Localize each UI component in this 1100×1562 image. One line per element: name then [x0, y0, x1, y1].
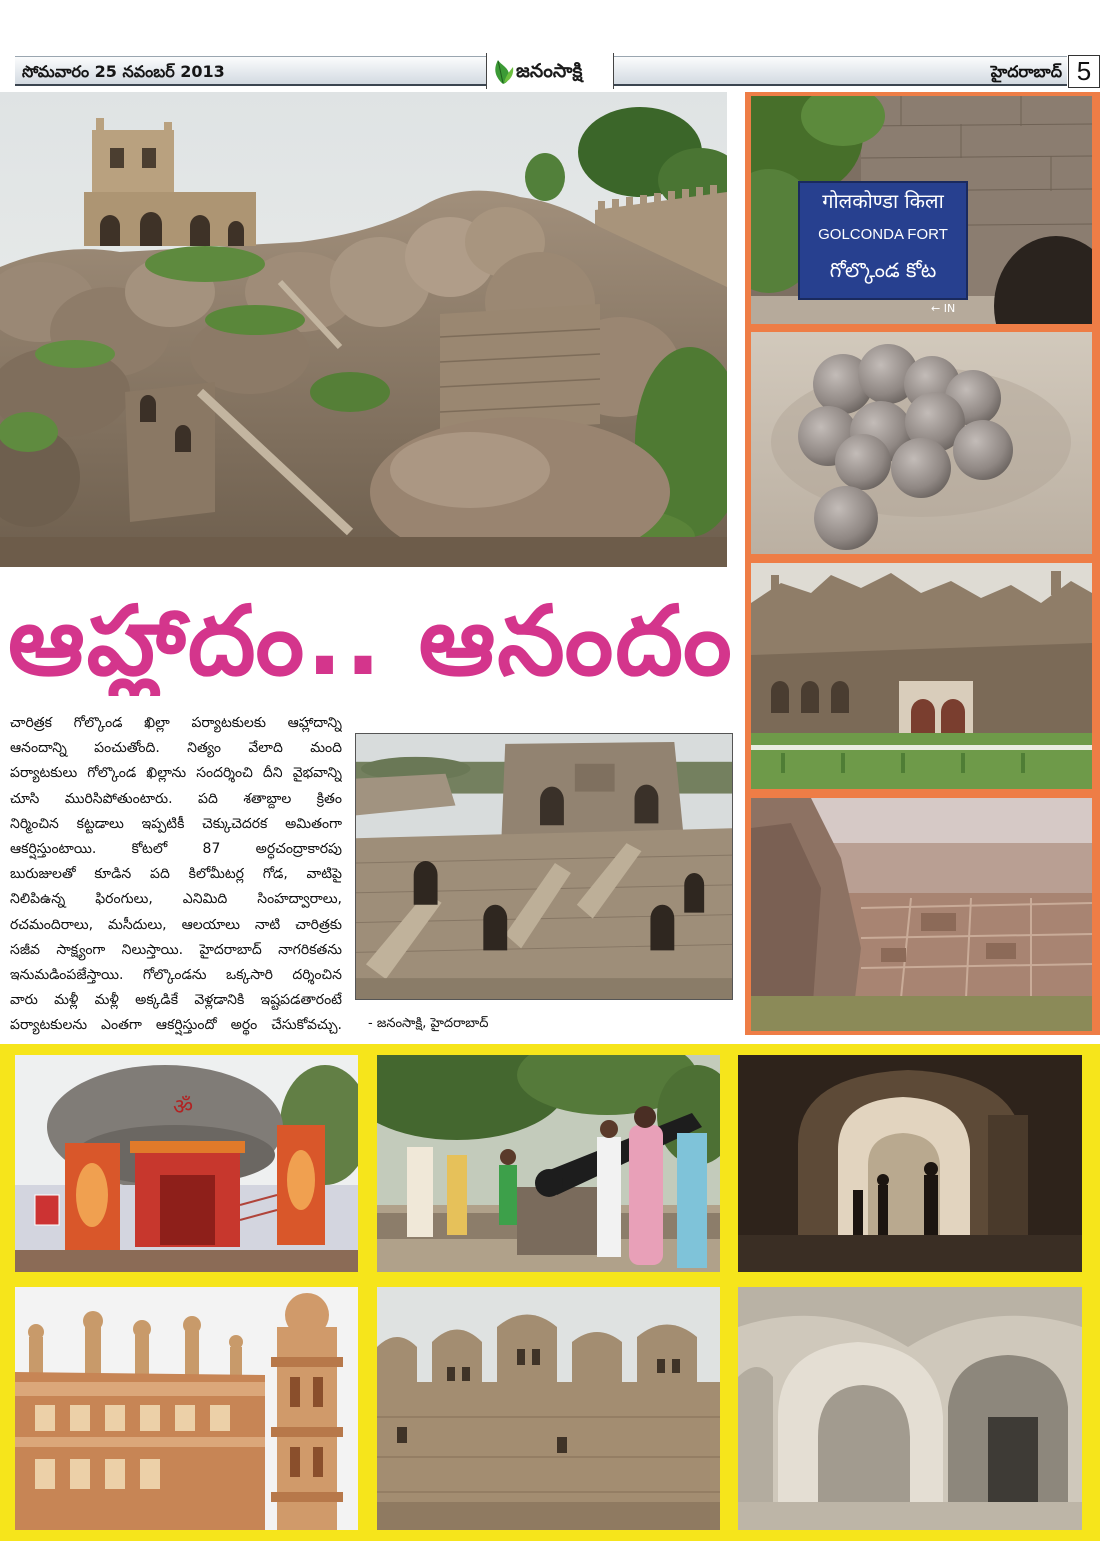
body-line: ఆనందాన్ని పంచుతోంది. నిత్యం వేలాది మంది [10, 740, 342, 757]
body-line: నిర్మించిన కట్టడాలు ఇప్పటికీ చెక్కుచెదరక అమితంగా [10, 815, 342, 832]
photo-arched-corridor-image [738, 1287, 1082, 1530]
body-line: ఆకర్షిస్తుంటాయి. కోటలో 87 అర్ధచంద్రాకారపు [10, 840, 342, 857]
photo-fort-sign [751, 96, 1092, 324]
leaf-icon [492, 57, 514, 85]
body-line: పర్యాటకులు గోల్కొండ ఖిల్లాను సందర్శించి దీని వైభవాన్ని [10, 765, 342, 782]
body-line: పర్యాటకులను ఎంతగా ఆకర్షిస్తుందో అర్థం చేసుకోవచ్చు. [10, 1017, 342, 1034]
photo-mosque-minarets [15, 1287, 358, 1530]
body-line: చారిత్రక గోల్కొండ ఖిల్లా పర్యాటకులకు ఆహ్లాదాన్ని [10, 715, 342, 731]
photo-stepwell-ruins [355, 733, 733, 1000]
photo-battlements [377, 1287, 720, 1530]
date-label: సోమవారం 25 నవంబర్ 2013 [22, 62, 225, 81]
photo-mosque-minarets-image [15, 1287, 358, 1530]
body-line: బురుజులతో కూడిన పది కిలోమీటర్ల గోడ, వాటిపై [10, 866, 342, 883]
logo-text: జనంసాక్షి [516, 60, 583, 82]
photo-golconda-hill-image [0, 92, 727, 567]
article-body [10, 711, 342, 1041]
om-symbol: ॐ [173, 1095, 194, 1120]
photo-cannon-balls-image [751, 332, 1092, 554]
photo-aerial-ruins [751, 798, 1092, 1031]
photo-battlements-image [377, 1287, 720, 1530]
photo-aerial-ruins-image [751, 798, 1092, 1031]
body-line: రచమందిరాలు, మసీదులు, ఆలయాలు నాటి చారిత్రకు [10, 916, 342, 933]
photo-cannon-visitors [377, 1055, 720, 1272]
byline: - జనంసాక్షి, హైదరాబాద్ [368, 1016, 489, 1031]
photo-cannon-balls [751, 332, 1092, 554]
body-line: వారు మళ్లీ మళ్లీ అక్కడికే వెళ్లడానికి ఇష్టపడతారంటే [10, 992, 342, 1009]
photo-fort-ruins [751, 563, 1092, 789]
photo-dark-archway [738, 1055, 1082, 1272]
city-label: హైదరాబాద్ [990, 62, 1062, 81]
photo-rock-temple [15, 1055, 358, 1272]
sign-entry-mark: ← IN [931, 302, 956, 315]
body-line: ఇనుమడింపజేస్తాయి. గోల్కొండను ఒక్కసారి దర్శించిన [10, 966, 342, 983]
photo-arched-corridor [738, 1287, 1082, 1530]
photo-fort-ruins-image [751, 563, 1092, 789]
photo-golconda-hill [0, 92, 727, 567]
body-line: చూసి మురిసిపోతుంటారు. పది శతాబ్దాల క్రితం [10, 790, 342, 807]
photo-rock-temple-image [15, 1055, 358, 1272]
sign-line-telugu: గోల్కొండ కోట [829, 258, 937, 282]
photo-dark-archway-image [738, 1055, 1082, 1272]
headline: ఆహ్లాదం.. ఆనందం [8, 586, 734, 696]
page-number: 5 [1068, 55, 1100, 88]
photo-cannon-visitors-image [377, 1055, 720, 1272]
sign-line-english: GOLCONDA FORT [818, 226, 948, 243]
body-line: సజీవ సాక్ష్యంగా నిలుస్తాయి. హైదరాబాద్ నాగరికతను [10, 941, 342, 958]
sign-line-hindi: गोलकोण्डा किला [822, 189, 944, 213]
body-line: నిలిపిఉన్న ఫిరంగులు, ఎనిమిది సింహద్వారాలు, [10, 891, 342, 908]
photo-stepwell-ruins-image [356, 734, 732, 999]
